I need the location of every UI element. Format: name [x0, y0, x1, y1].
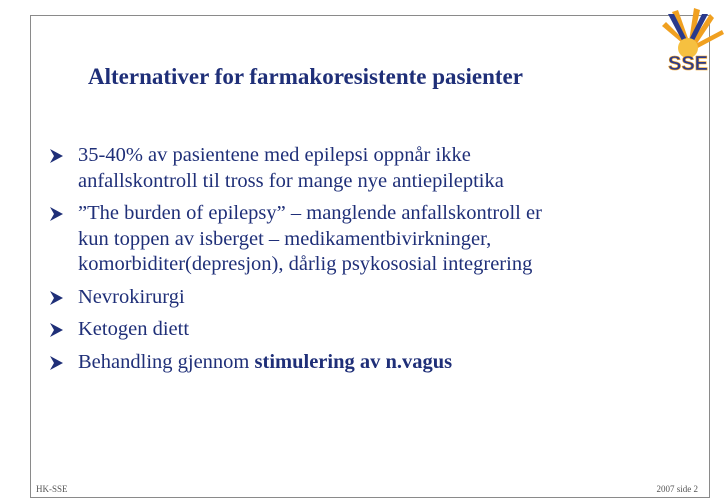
bullet-item — [42, 317, 662, 343]
bullet-list — [42, 143, 662, 382]
bullet-line — [78, 350, 662, 376]
arrow-bullet-icon — [48, 355, 64, 371]
arrow-bullet-icon — [48, 206, 64, 222]
footer-left: HK-SSE — [36, 484, 68, 494]
bullet-item — [42, 143, 662, 194]
bullet-line: kun toppen av isberget – medikamentbivirkninger, — [78, 227, 492, 250]
bullet-item — [42, 201, 662, 278]
bullet-line: Nevrokirurgi — [78, 285, 185, 308]
bullet-line: Ketogen diett — [78, 318, 190, 340]
bullet-text: Behandling gjennom — [78, 350, 255, 373]
arrow-bullet-icon — [48, 322, 64, 338]
bullet-line: 35-40% av pasientene med epilepsi oppnår ikke — [78, 144, 471, 166]
logo-text: SSE — [667, 53, 709, 75]
arrow-bullet-icon — [48, 148, 64, 164]
bullet-item — [42, 350, 662, 376]
bullet-bold-text: stimulering av n.vagus — [254, 350, 453, 373]
footer-page-number: 2007 side 2 — [656, 484, 698, 494]
slide-title: Alternativer for farmakoresistente pasienter — [88, 64, 523, 89]
bullet-line: ”The burden of epilepsy” – manglende anfallskontroll er — [78, 202, 542, 224]
bullet-item — [42, 285, 662, 311]
bullet-line: komorbiditer(depresjon), dårlig psykososial integrering — [78, 253, 533, 275]
bullet-line: anfallskontroll til tross for mange nye antiepileptika — [78, 169, 504, 192]
arrow-bullet-icon — [48, 290, 64, 306]
sse-sun-logo-icon — [648, 4, 728, 78]
